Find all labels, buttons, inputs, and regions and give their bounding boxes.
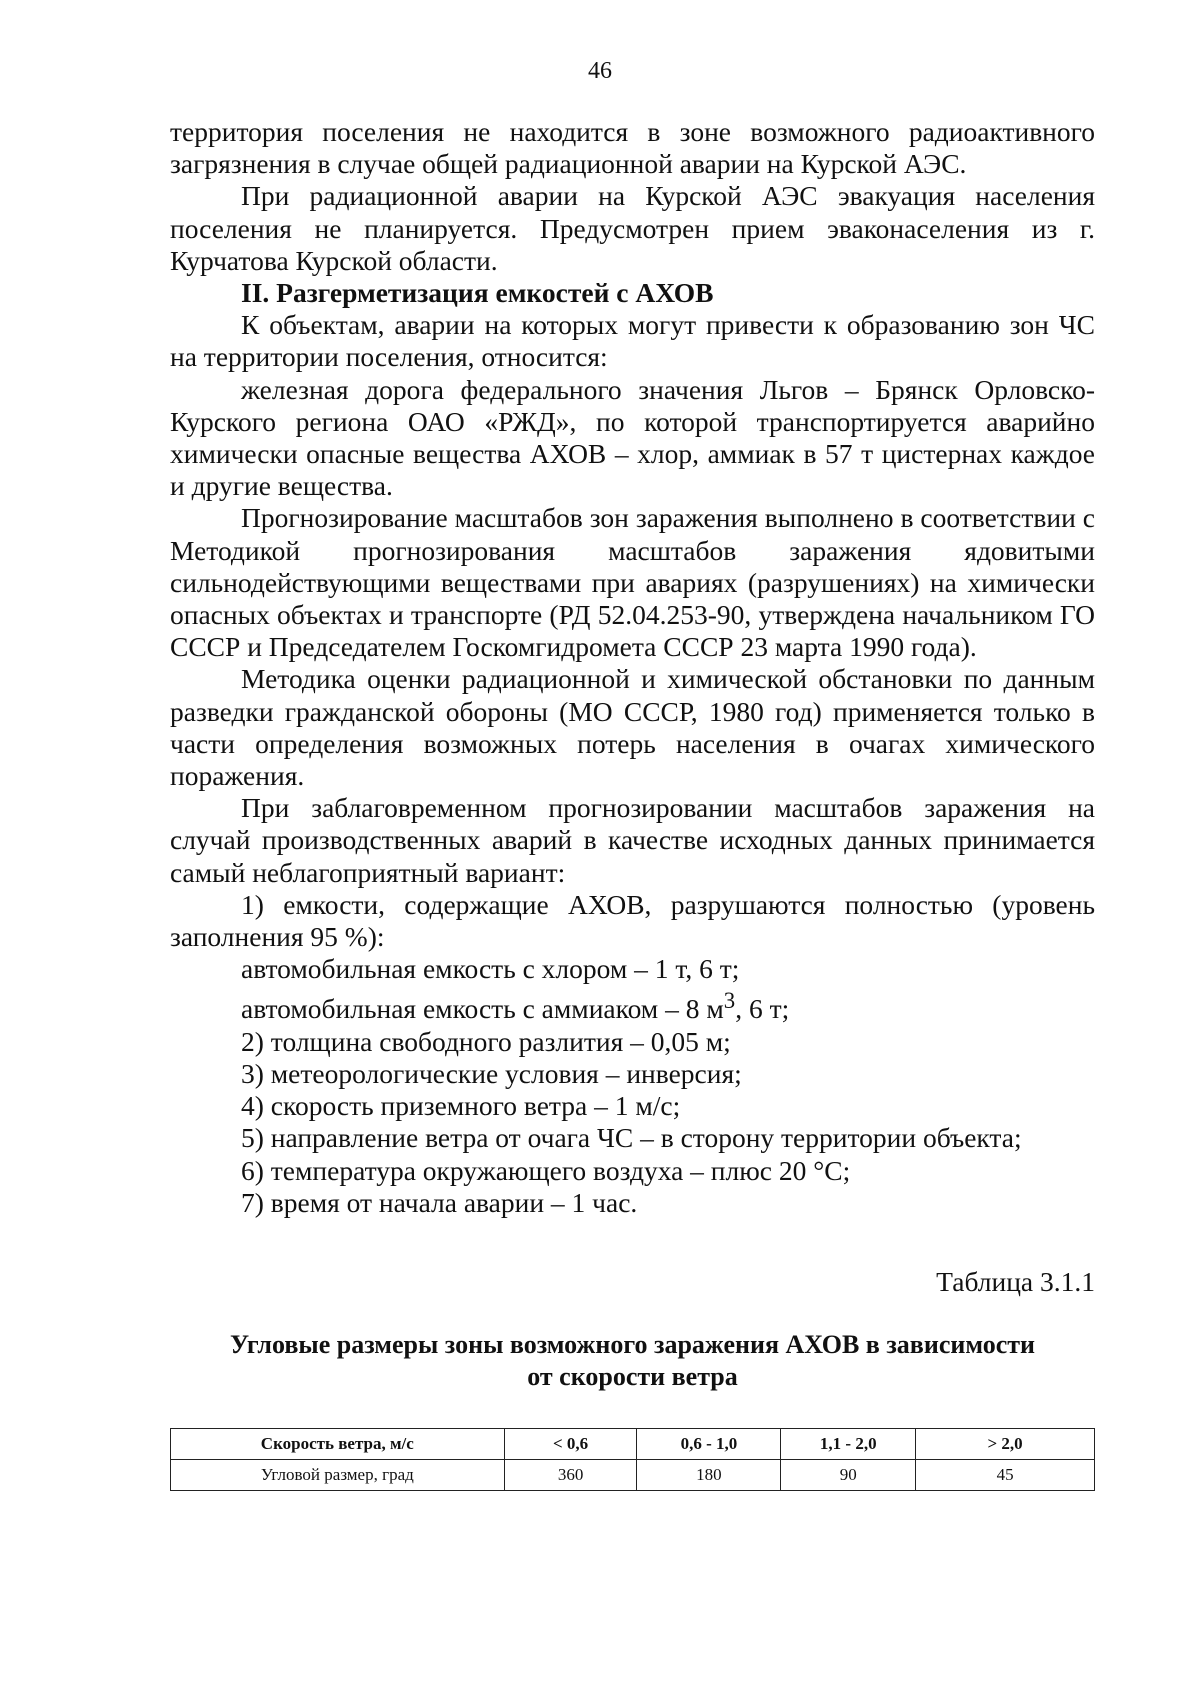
header-cell: 1,1 - 2,0 xyxy=(781,1429,916,1460)
condition-1a: автомобильная емкость с хлором – 1 т, 6 т; xyxy=(241,953,740,985)
table-cell: 360 xyxy=(504,1460,637,1491)
condition-3: 3) метеорологические условия – инверсия; xyxy=(241,1058,742,1090)
condition-1b-superscript: 3 xyxy=(723,988,736,1014)
body-text xyxy=(170,116,1095,1219)
condition-1b-prefix: автомобильная емкость с аммиаком – 8 м xyxy=(241,993,724,1025)
header-cell: Скорость ветра, м/с xyxy=(171,1429,505,1460)
header-cell: 0,6 - 1,0 xyxy=(637,1429,781,1460)
header-cell: > 2,0 xyxy=(916,1429,1095,1460)
paragraph-methodology: Методика оценки радиационной и химической обстановки по данным разведки гражданской обороны (МО СССР, 1980 год) применяется только в части определения возможных потерь населения в очагах химического поражения. xyxy=(170,663,1095,792)
header-cell: < 0,6 xyxy=(504,1429,637,1460)
table-caption: Таблица 3.1.1 xyxy=(936,1266,1095,1297)
paragraph-radiation-zone: территория поселения не находится в зоне возможного радиоактивного загрязнения в случае общей радиационной аварии на Курской АЭС. xyxy=(170,116,1095,180)
table-row xyxy=(171,1460,1095,1491)
table-cell: Угловой размер, град xyxy=(171,1460,505,1491)
paragraph-objects: К объектам, аварии на которых могут привести к образованию зон ЧС на территории поселения, относится: xyxy=(170,309,1095,373)
condition-1: 1) емкости, содержащие АХОВ, разрушаются полностью (уровень заполнения 95 %): xyxy=(170,888,1095,953)
paragraph-evacuation: При радиационной аварии на Курской АЭС эвакуация населения поселения не планируется. Предусмотрен прием эваконаселения из г. Курчатова Курской области. xyxy=(170,180,1095,276)
table-title-line-2: от скорости ветра xyxy=(527,1362,738,1391)
paragraph-railway: железная дорога федерального значения Льгов – Брянск Орловско-Курского региона ОАО «РЖД», по которой транспортируется аварийно химически опасные вещества АХОВ – хлор, аммиак в 57 т цистернах каждое и другие вещества. xyxy=(170,373,1095,502)
wind-angle-table xyxy=(170,1428,1095,1491)
table-cell: 90 xyxy=(781,1460,916,1491)
condition-4: 4) скорость приземного ветра – 1 м/с; xyxy=(241,1090,681,1122)
section-heading: II. Разгерметизация емкостей с АХОВ xyxy=(241,277,714,309)
paragraph-forecasting: Прогнозирование масштабов зон заражения выполнено в соответствии с Методикой прогнозирования масштабов заражения ядовитыми сильнодействующими веществами при авариях (разрушениях) на химически опасных объектах и транспорте (РД 52.04.253-90, утверждена начальником ГО СССР и Председателем Госкомгидромета СССР 23 марта 1990 года). xyxy=(170,502,1095,663)
table-title xyxy=(150,1329,1115,1393)
paragraph-worst-case: При заблаговременном прогнозировании масштабов заражения на случай производственных аварий в качестве исходных данных принимается самый неблагоприятный вариант: xyxy=(170,792,1095,888)
table-cell: 45 xyxy=(916,1460,1095,1491)
condition-1b-suffix: , 6 т; xyxy=(735,993,790,1025)
condition-5: 5) направление ветра от очага ЧС – в сторону территории объекта; xyxy=(241,1122,1022,1154)
condition-2: 2) толщина свободного разлития – 0,05 м; xyxy=(241,1025,731,1057)
condition-1b xyxy=(170,985,1095,1025)
page-number: 46 xyxy=(588,58,612,84)
table-title-line-1: Угловые размеры зоны возможного заражения АХОВ в зависимости xyxy=(229,1330,1035,1359)
table-cell: 180 xyxy=(637,1460,781,1491)
table-header-row xyxy=(171,1429,1095,1460)
condition-7: 7) время от начала аварии – 1 час. xyxy=(241,1186,638,1218)
condition-6: 6) температура окружающего воздуха – плюс 20 °С; xyxy=(241,1154,851,1186)
